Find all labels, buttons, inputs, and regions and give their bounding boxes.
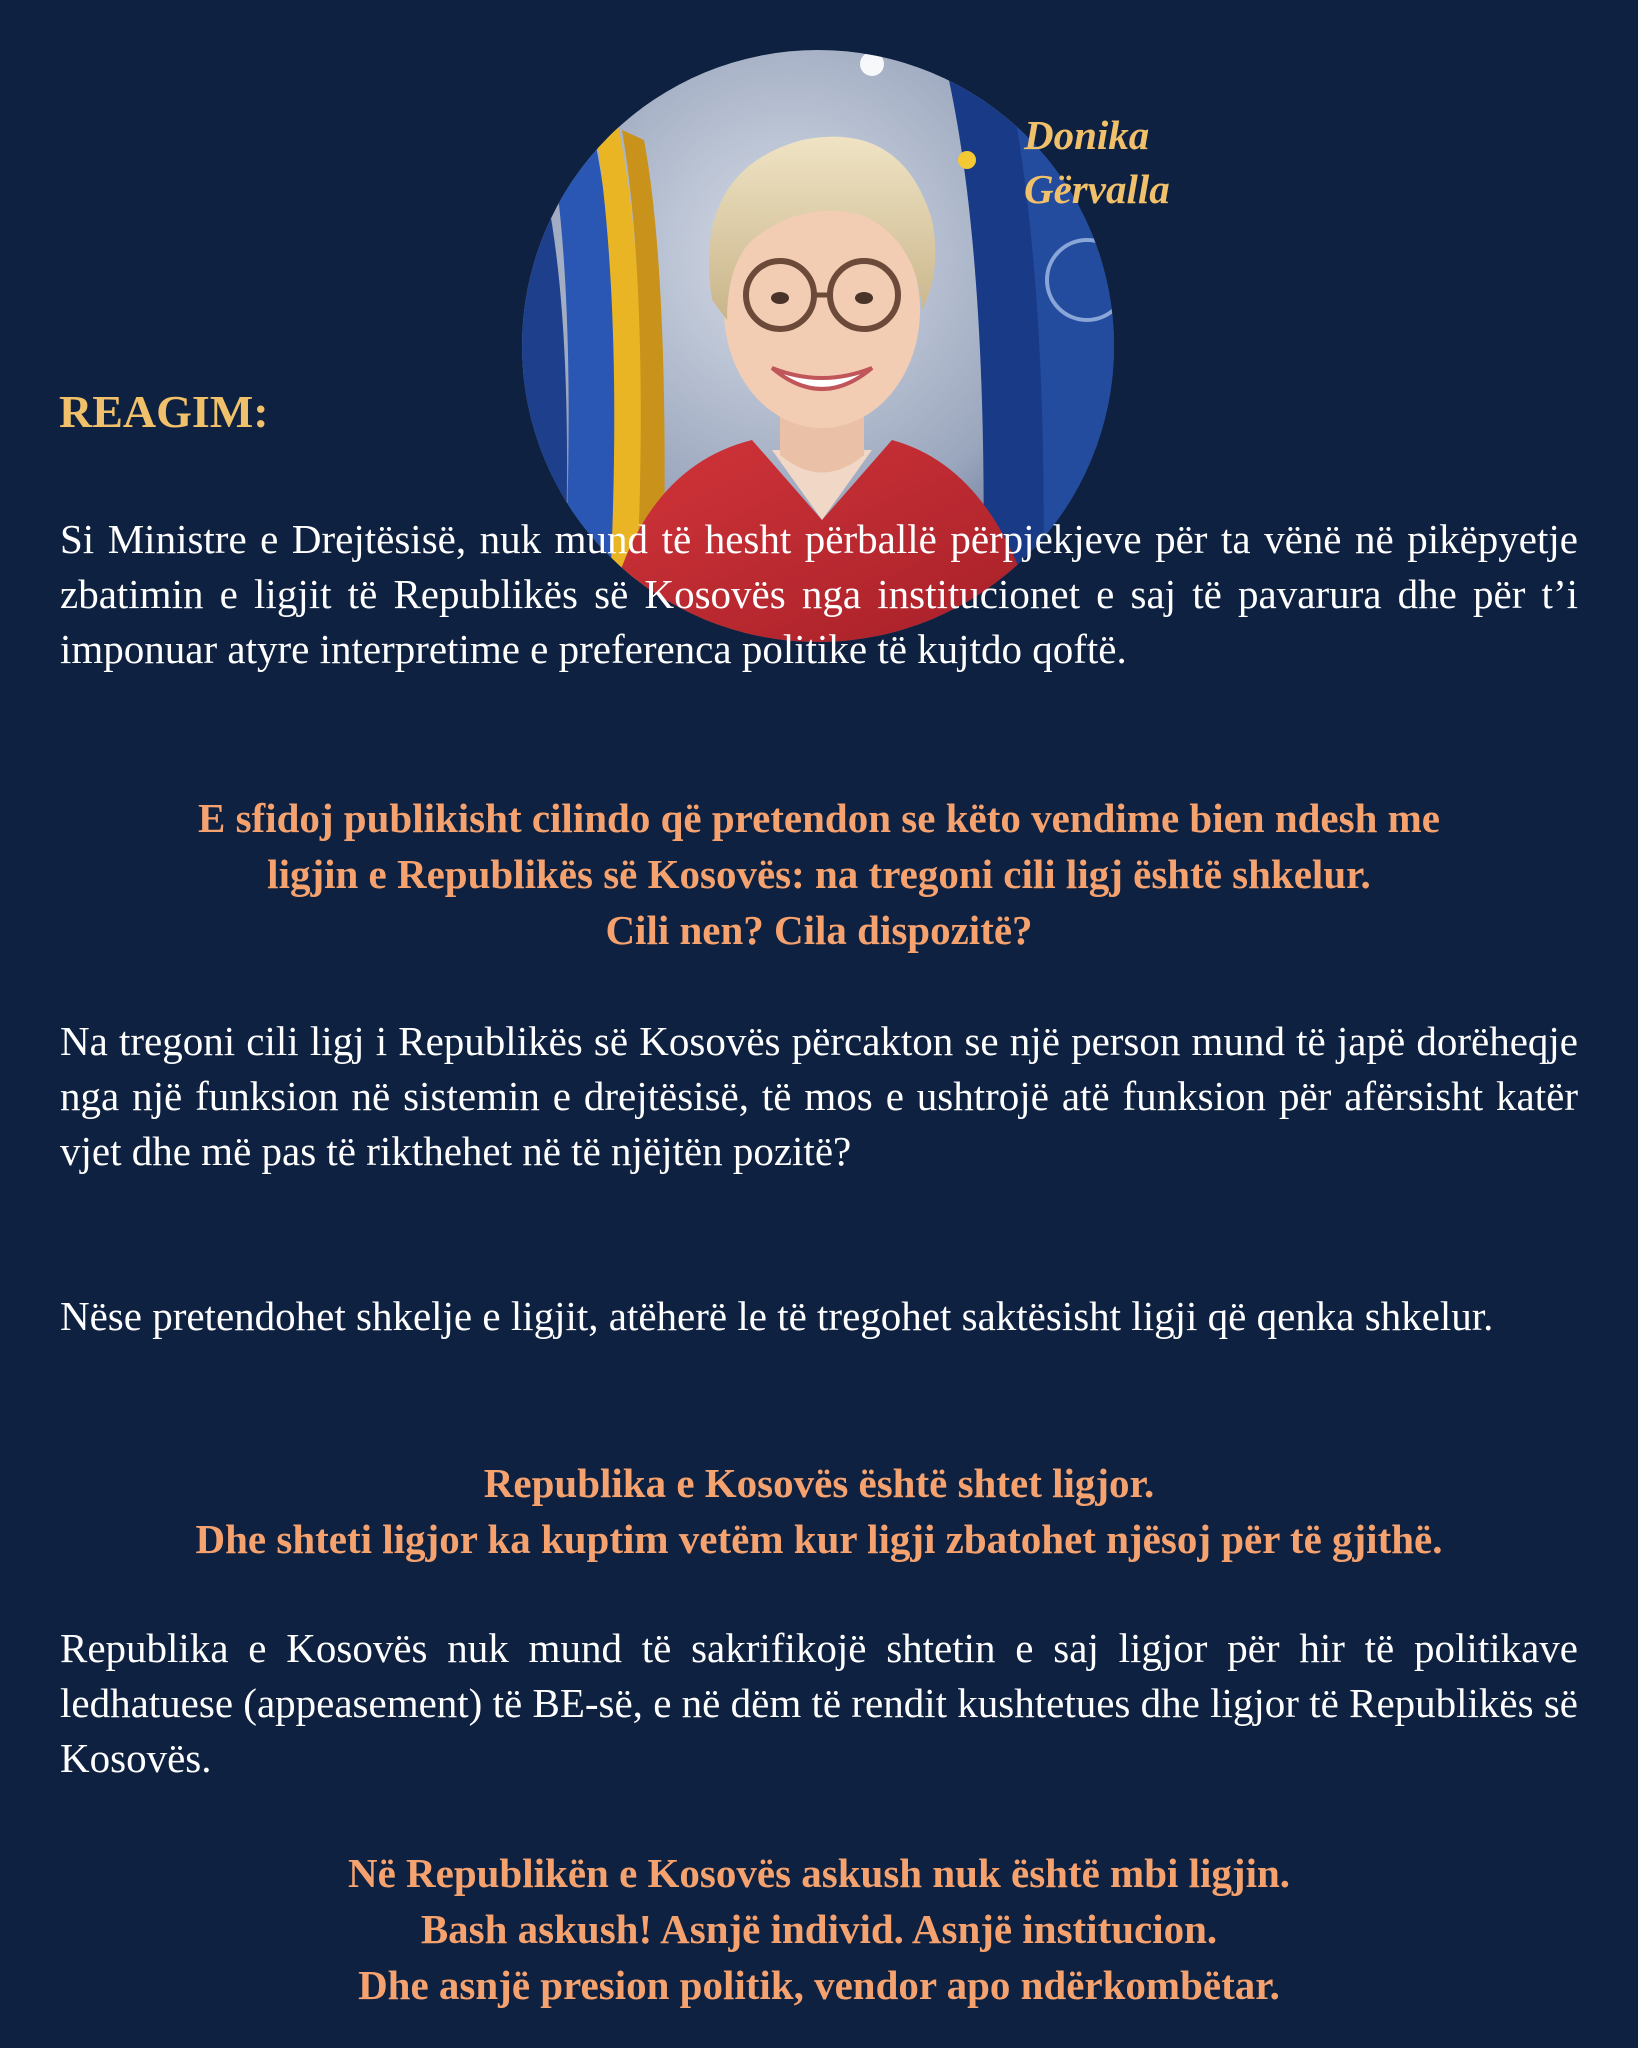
quote-line: Bash askush! Asnjë individ. Asnjë institucion. xyxy=(420,1906,1218,1952)
paragraph-law-violation: Nëse pretendohet shkelje e ligjit, atëherë le të tregohet saktësisht ligji që qenka shkelur. xyxy=(60,1293,1494,1339)
quote-line: Cili nen? Cila dispozitë? xyxy=(605,907,1033,953)
quote-line: ligjin e Republikës së Kosovës: na tregoni cili ligj është shkelur. xyxy=(267,851,1371,897)
quote-challenge xyxy=(40,790,1598,958)
paragraph-ministry-statement: Si Ministre e Drejtësisë, nuk mund të hesht përballë përpjekjeve për ta vënë në pikëpyetje zbatimin e ligjit të Republikës së Kosovës nga institucionet e saj të pavarura dhe për t’i imponuar atyre interpretime e preferenca politike të kujtdo qoftë. xyxy=(60,516,1578,672)
author-last-name: Gërvalla xyxy=(1024,166,1170,212)
quote-line: Në Republikën e Kosovës askush nuk është mbi ligjin. xyxy=(347,1850,1291,1896)
quote-line: E sfidoj publikisht cilindo që pretendon se këto vendime bien ndesh me xyxy=(198,795,1440,841)
author-first-name: Donika xyxy=(1024,112,1150,158)
quote-nobody-above-law xyxy=(40,1845,1598,2013)
quote-line: Republika e Kosovës është shtet ligjor. xyxy=(483,1460,1155,1506)
author-name xyxy=(1024,108,1170,216)
paragraph-law-question: Na tregoni cili ligj i Republikës së Kosovës përcakton se një person mund të japë dorëheqje nga një funksion në sistemin e drejtësisë, të mos e ushtrojë atë funksion për afërsisht katër vjet dhe më pas të rikthehet në të njëjtën pozitë? xyxy=(60,1018,1578,1174)
quote-rule-of-law xyxy=(40,1455,1598,1567)
paragraph-appeasement: Republika e Kosovës nuk mund të sakrifikojë shtetin e saj ligjor për hir të politikave ledhatuese (appeasement) të BE-së, e në dëm të rendit kushtetues dhe ligjor të Republikës së Kosovës. xyxy=(60,1625,1578,1781)
quote-line: Dhe shteti ligjor ka kuptim vetëm kur ligji zbatohet njësoj për të gjithë. xyxy=(195,1516,1443,1562)
quote-line: Dhe asnjë presion politik, vendor apo ndërkombëtar. xyxy=(358,1962,1280,2008)
page-heading: REAGIM: xyxy=(59,386,269,437)
